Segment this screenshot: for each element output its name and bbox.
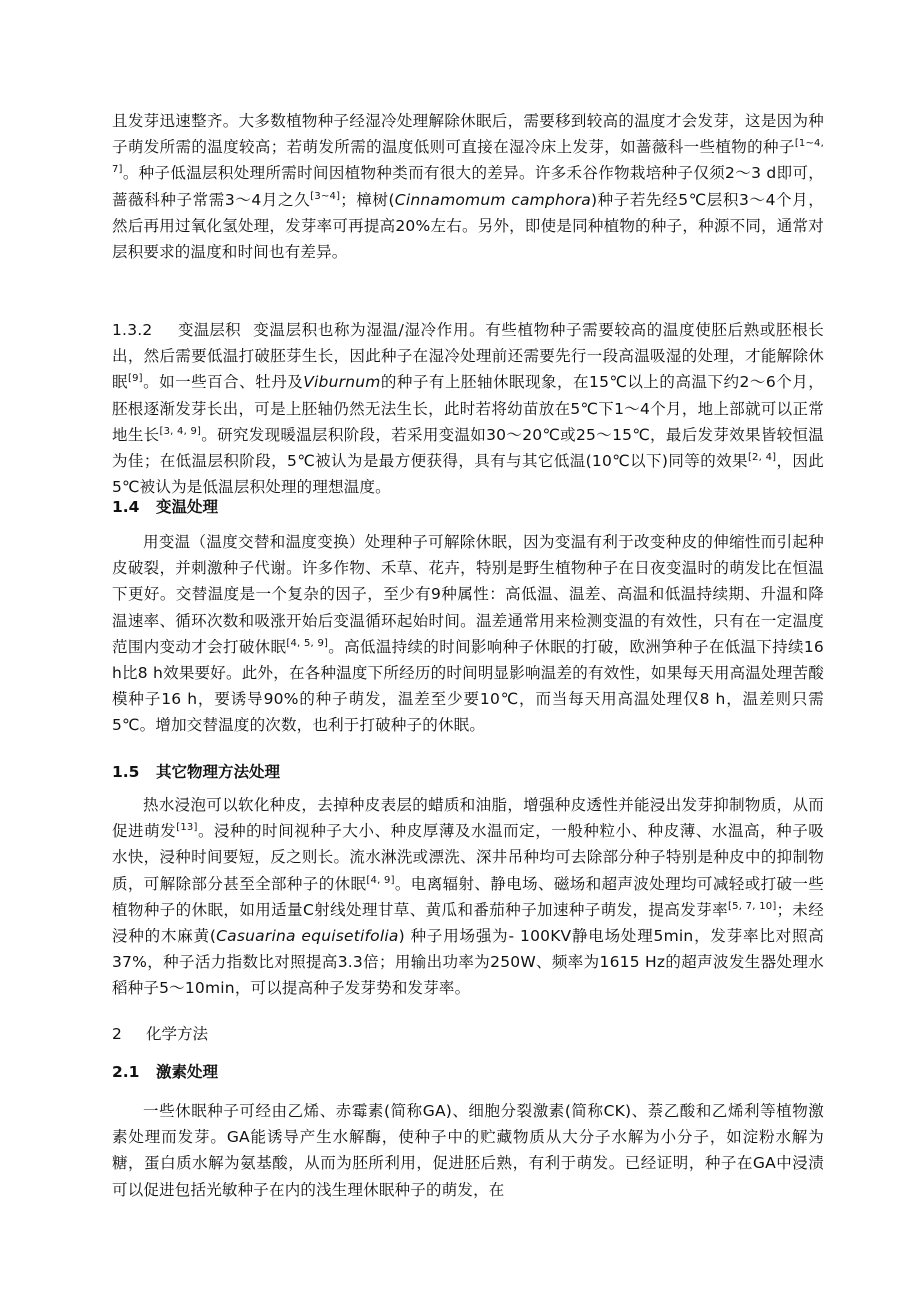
latin-species-name: Cinnamomum camphora — [394, 190, 591, 209]
text-run: )种子若先经5℃层积3～4个月，然后再用过氧化氢处理，发芽率可再提高20%左右。另外，即使是同种植物的种子，种源不同，通常对层积要求的温度和时间也有差异。 — [112, 190, 824, 262]
paragraph-seed-cold-stratification — [112, 108, 824, 265]
paragraph-variable-temperature — [112, 529, 824, 739]
citation: [4, 9] — [366, 874, 395, 886]
citation: [9] — [128, 373, 143, 385]
paragraph-other-physical-methods — [112, 792, 824, 1002]
section-heading-1-5 — [112, 759, 824, 785]
section-number: 2.1 — [112, 1063, 140, 1081]
latin-genus-name: Viburnum — [303, 373, 381, 392]
text-run: 。种子低温层积处理所需时间因植物种类而有很大的差异。许多禾谷作物栽培种子仅须2～3 d即可，蔷薇科种子常需3～4月之久 — [112, 164, 824, 209]
text-run: 。电离辐射、静电场、磁场和超声波处理均可减轻或打破一些植物种子的休眠，如用适量C射线处理甘草、黄瓜和番茄种子加速种子萌发，提高发芽率 — [112, 874, 825, 919]
section-heading-2 — [112, 1021, 824, 1047]
subsection-title: 变温层积 — [178, 321, 241, 339]
citation: [2, 4] — [747, 451, 777, 463]
citation: [4, 5, 9] — [286, 637, 329, 649]
latin-species-name: Casuarina equisetifolia — [216, 927, 399, 946]
section-title: 变温处理 — [156, 498, 219, 516]
section-number: 1.4 — [112, 498, 140, 516]
section-number: 2 — [112, 1025, 122, 1043]
section-number: 1.5 — [112, 763, 140, 781]
text-run: 热水浸泡可以软化种皮，去掉种皮表层的蜡质和油脂，增强种皮透性并能浸出发芽抑制物质，从而促进萌发 — [112, 796, 824, 841]
subsection-number: 1.3.2 — [112, 321, 153, 339]
text-run: 一些休眠种子可经由乙烯、赤霉素(简称GA)、细胞分裂激素(简称CK)、萘乙酸和乙烯利等植物激素处理而发芽。GA能诱导产生水解酶，使种子中的贮藏物质从大分子水解为小分子，如淀粉水解为糖，蛋白质水解为氨基酸，从而为胚所利用，促进胚后熟，有利于萌发。已经证明，种子在GA中浸渍可以促进包括光敏种子在内的浅生理休眠种子的萌发，在 — [112, 1102, 824, 1199]
citation: [1~4, 7] — [112, 138, 824, 176]
section-title: 激素处理 — [156, 1063, 219, 1081]
citation: [5, 7, 10] — [728, 900, 777, 912]
text-run: 。如一些百合、牡丹及 — [142, 373, 304, 392]
text-run: ；樟树( — [340, 190, 395, 209]
section-1-3-2-variable-stratification — [112, 317, 824, 500]
text-run: 。浸种的时间视种子大小、种皮厚薄及水温而定，一般种粒小、种皮薄、水温高，种子吸水快，浸种时间要短，反之则长。流水淋洗或漂洗、深井吊种均可去除部分种子特别是种皮中的抑制物质，可解除部分甚至全部种子的休眠 — [112, 822, 824, 893]
text-run: 。研究发现暖温层积阶段，若采用变温如30～20℃或25～15℃，最后发芽效果皆较恒温为佳；在低温层积阶段，5℃被认为是最方便获得，具有与其它低温(10℃以下)同等的效果 — [112, 425, 824, 471]
citation: [3, 4, 9] — [159, 425, 202, 437]
text-run: ，因此5℃被认为是低温层积处理的理想温度。 — [112, 452, 824, 497]
section-heading-1-4 — [112, 494, 824, 520]
citation: [13] — [176, 822, 198, 834]
text-run: 且发芽迅速整齐。大多数植物种子经湿冷处理解除休眠后，需要移到较高的温度才会发芽，这是因为种子萌发所需的温度较高；若萌发所需的温度低则可直接在湿冷床上发芽，如蔷薇科一些植物的种子 — [112, 112, 824, 157]
citation: [3~4] — [310, 190, 341, 202]
text-run: ；未经浸种的木麻黄( — [112, 900, 824, 946]
paragraph-hormone-treatment — [112, 1098, 824, 1203]
subsection-heading — [112, 321, 253, 339]
section-title: 其它物理方法处理 — [156, 763, 281, 781]
text-run: 的种子有上胚轴休眠现象，在15℃以上的高温下约2～6个月，胚根逐渐发芽长出，可是上胚轴仍然无法生长，此时若将幼苗放在5℃下1～4个月，地上部就可以正常地生长 — [112, 373, 824, 444]
text-run: 用变温（温度交替和温度变换）处理种子可解除休眠，因为变温有利于改变种皮的伸缩性而引起种皮破裂，并刺激种子代谢。许多作物、禾草、花卉，特别是野生植物种子在日夜变温时的萌发比在恒温下更好。交替温度是一个复杂的因子，至少有9种属性：高低温、温差、高温和低温持续期、升温和降温速率、循环次数和吸涨开始后变温循环起始时间。温差通常用来检测变温的有效性，只有在一定温度范围内变动才会打破休眠 — [112, 533, 824, 656]
section-heading-2-1 — [112, 1059, 824, 1085]
section-title: 化学方法 — [146, 1025, 209, 1043]
text-run: 变温层积也称为湿温/湿冷作用。有些植物种子需要较高的温度使胚后熟或胚根长出，然后需要低温打破胚芽生长，因此种子在湿冷处理前还需要先行一段高温吸湿的处理，才能解除休眠 — [112, 321, 824, 392]
text-run: 。高低温持续的时间影响种子休眠的打破，欧洲笋种子在低温下持续16 h比8 h效果要好。此外，在各种温度下所经历的时间明显影响温差的有效性，如果每天用高温处理苦酸模种子16 h，要诱导90%的种子萌发，温差至少要10℃，而当每天用高温处理仅8 h，温差则只需5℃。增加交替温度的次数，也利于打破种子的休眠。 — [112, 637, 824, 735]
text-run: ) 种子用场强为- 100KV静电场处理5min，发芽率比对照高37%，种子活力指数比对照提高3.3倍；用输出功率为250W、频率为1615 Hz的超声波发生器处理水稻种子5～10min，可以提高种子发芽势和发芽率。 — [112, 927, 824, 998]
